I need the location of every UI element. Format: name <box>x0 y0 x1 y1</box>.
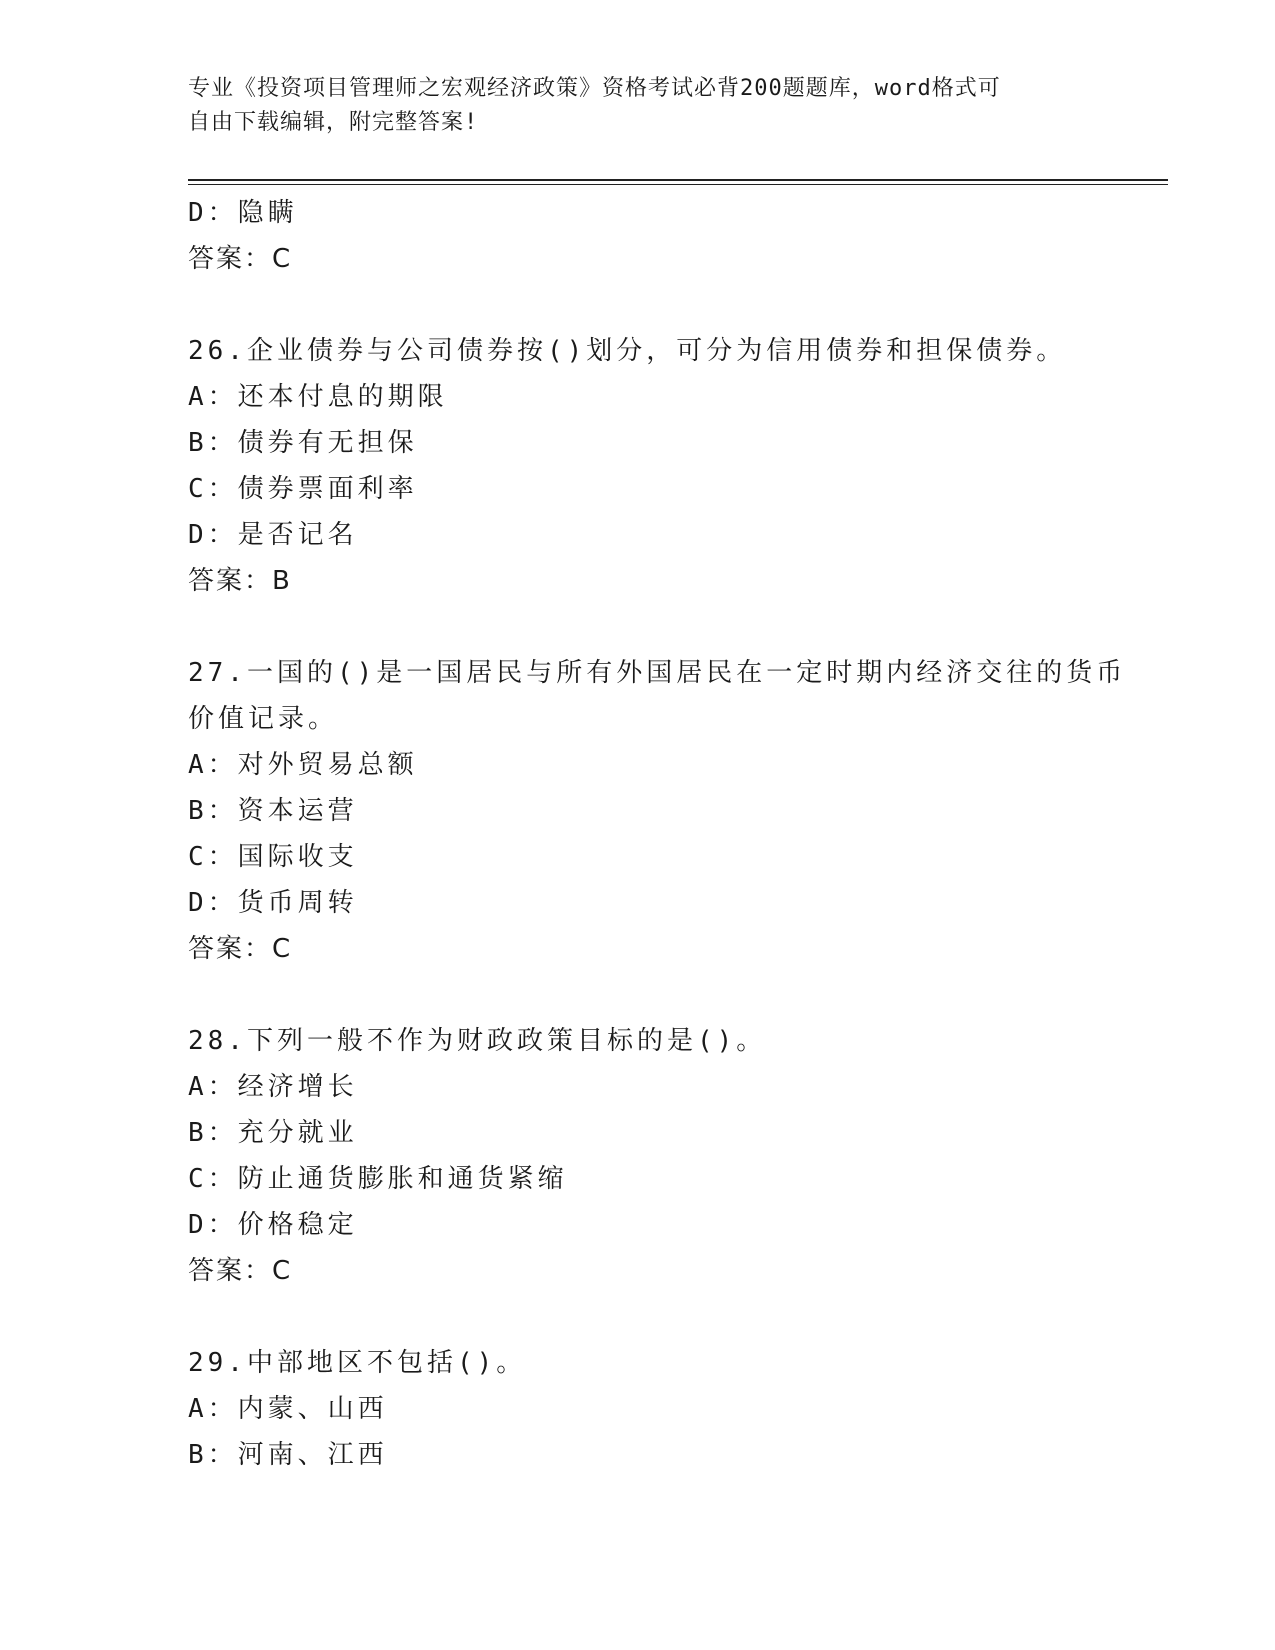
option-c: C：国际收支 <box>188 842 358 872</box>
option-d: D：价格稳定 <box>188 1210 358 1240</box>
answer-line: 答案：B <box>188 566 292 596</box>
header-divider-thin <box>188 184 1168 185</box>
option-a: A：对外贸易总额 <box>188 750 418 780</box>
spacer <box>188 1294 1088 1340</box>
answer-line: 答案：C <box>188 934 293 964</box>
option-b: B：资本运营 <box>188 796 358 826</box>
option-d: D：是否记名 <box>188 520 358 550</box>
question-block <box>188 1340 1088 1478</box>
option-a: A：还本付息的期限 <box>188 382 448 412</box>
option-d: D：隐瞒 <box>188 198 298 228</box>
option-a: A：经济增长 <box>188 1072 358 1102</box>
header-line-2: 自由下载编辑，附完整答案! <box>188 110 479 135</box>
question-stem: 26.企业债券与公司债券按()划分，可分为信用债券和担保债券。 <box>188 336 1067 366</box>
option-d: D：货币周转 <box>188 888 358 918</box>
option-b: B：债券有无担保 <box>188 428 418 458</box>
question-stem-continued: 价值记录。 <box>188 704 339 734</box>
option-b: B：河南、江西 <box>188 1440 388 1470</box>
option-c: C：防止通货膨胀和通货紧缩 <box>188 1164 568 1194</box>
option-a: A：内蒙、山西 <box>188 1394 388 1424</box>
answer-line: 答案：C <box>188 1256 293 1286</box>
question-stem: 29.中部地区不包括()。 <box>188 1348 527 1378</box>
question-stem: 27.一国的()是一国居民与所有外国居民在一定时期内经济交往的货币 <box>188 658 1127 688</box>
option-c: C：债券票面利率 <box>188 474 418 504</box>
answer-line: 答案：C <box>188 244 293 274</box>
question-block <box>188 1018 1088 1294</box>
document-header <box>188 72 1068 140</box>
header-divider-thick <box>188 179 1168 181</box>
question-block <box>188 650 1127 972</box>
option-b: B：充分就业 <box>188 1118 358 1148</box>
question-stem: 28.下列一般不作为财政政策目标的是()。 <box>188 1026 767 1056</box>
spacer <box>188 972 1088 1018</box>
document-body <box>188 190 1127 1478</box>
question-block <box>188 328 1088 604</box>
header-line-1: 专业《投资项目管理师之宏观经济政策》资格考试必背200题题库，word格式可 <box>188 76 1001 101</box>
spacer <box>188 604 1088 650</box>
spacer <box>188 282 1088 328</box>
